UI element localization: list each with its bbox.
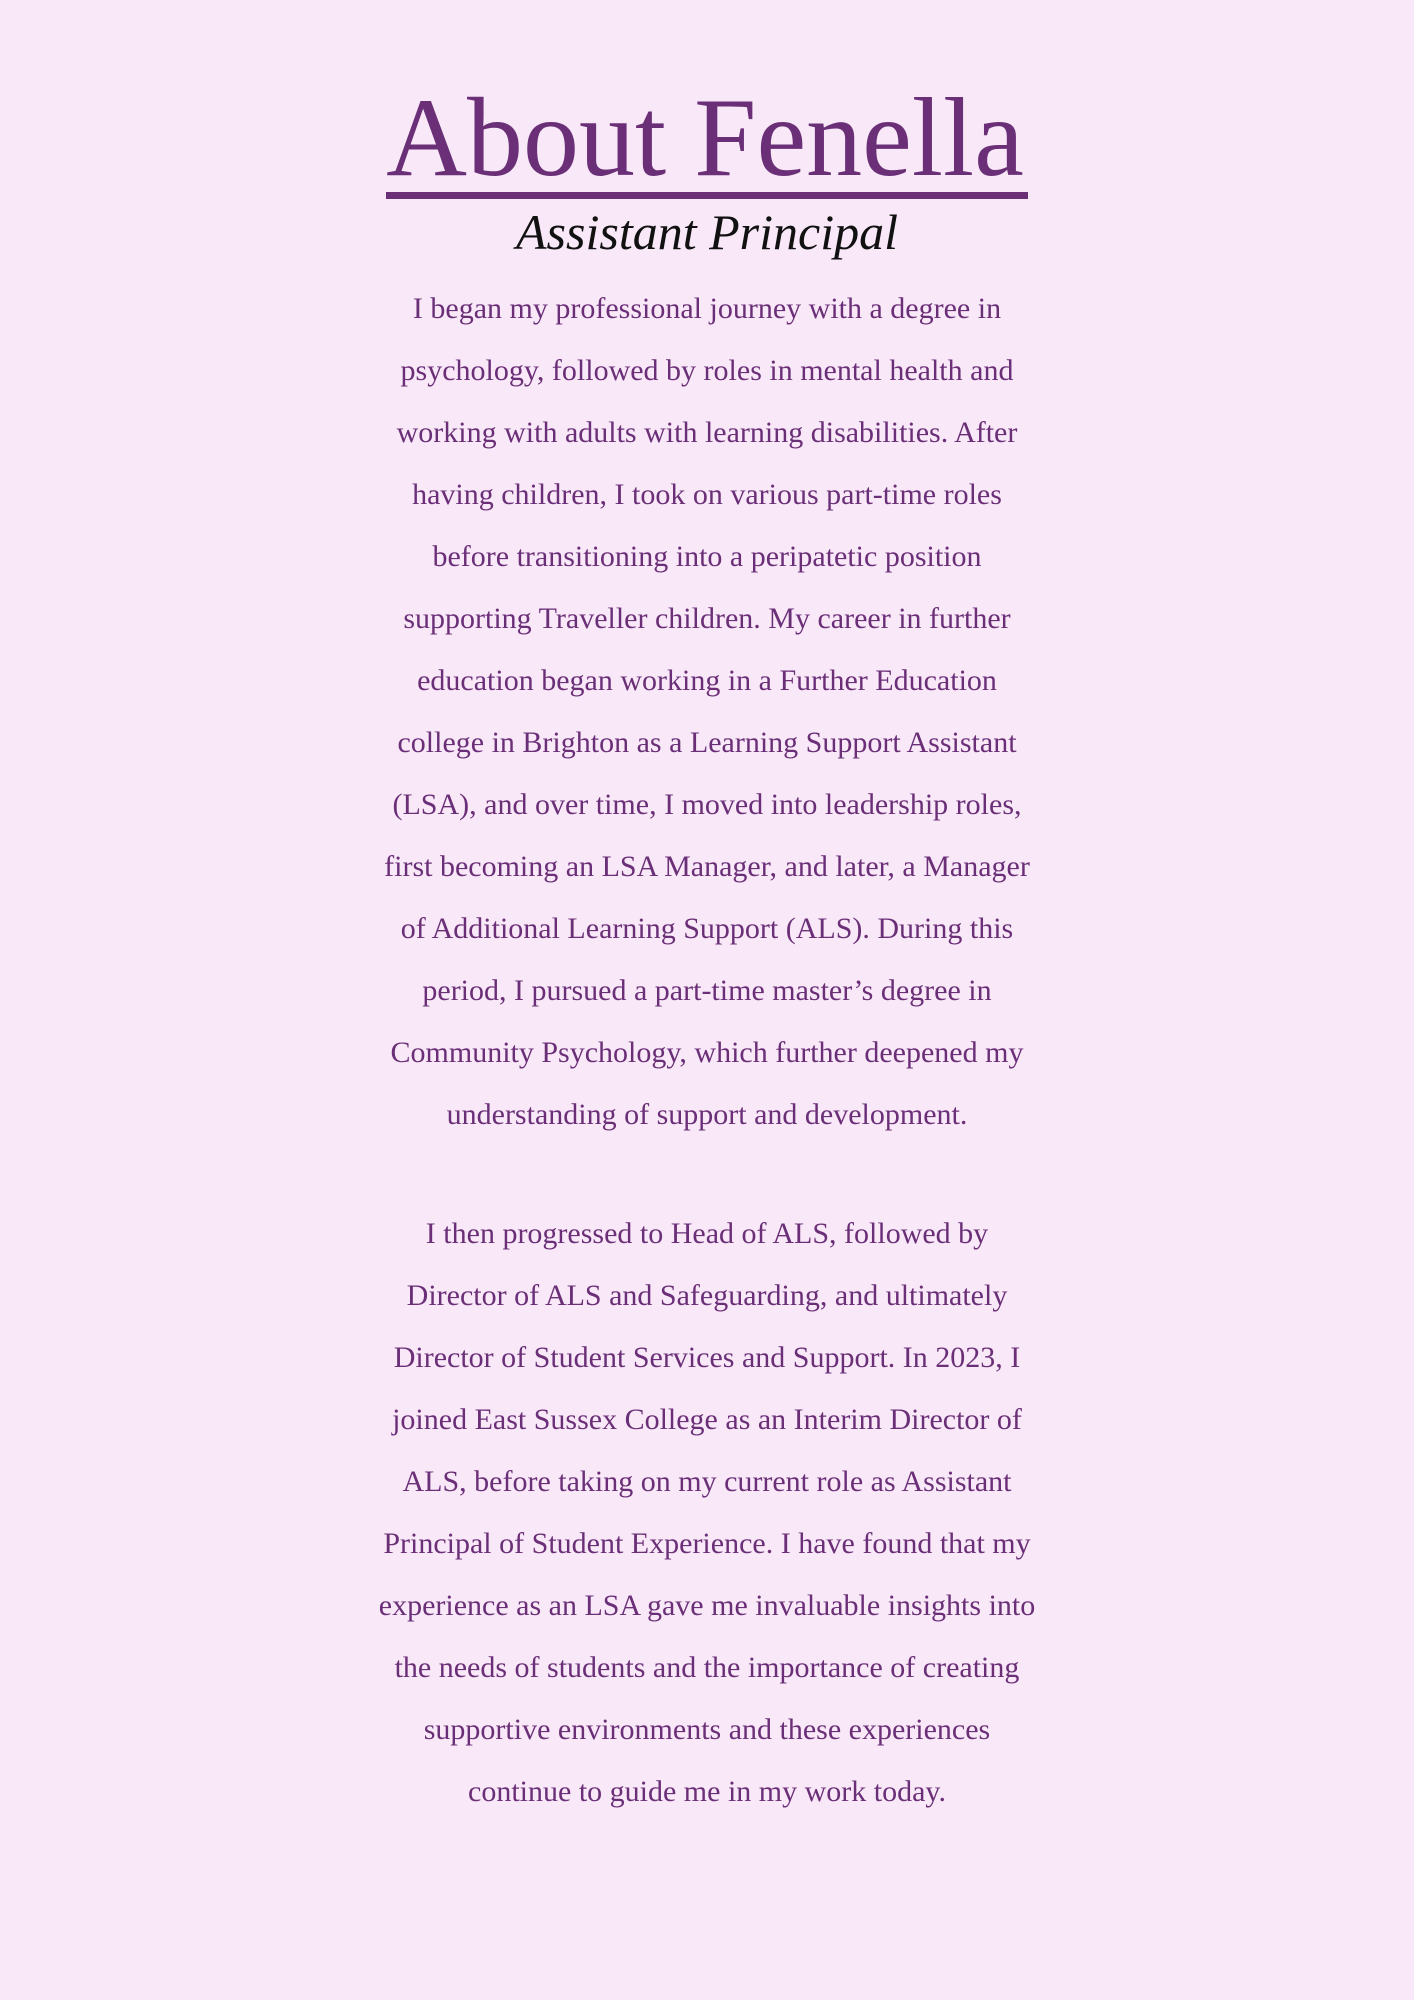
paragraph-line: understanding of support and development. (446, 1098, 968, 1131)
paragraph-line: I began my professional journey with a degree in (412, 292, 1002, 325)
biography-paragraph-2 (0, 1203, 1414, 1823)
job-title-subtitle: Assistant Principal (516, 204, 898, 260)
paragraph-line: psychology, followed by roles in mental health and (400, 354, 1014, 387)
paragraph-line: joined East Sussex College as an Interim Director of (392, 1403, 1022, 1436)
biography-paragraph-1 (0, 278, 1414, 1146)
page-title (0, 78, 1414, 199)
paragraph-line: period, I pursued a part-time master’s degree in (422, 974, 992, 1007)
paragraph-line: Director of Student Services and Support. In 2023, I (393, 1341, 1021, 1374)
paragraph-line: Community Psychology, which further deepened my (390, 1036, 1024, 1069)
page-title-text: About Fenella (386, 84, 1028, 199)
paragraph-line: having children, I took on various part-time roles (412, 478, 1002, 511)
paragraph-line: of Additional Learning Support (ALS). During this (400, 912, 1014, 945)
paragraph-line: supportive environments and these experiences (423, 1713, 991, 1746)
paragraph-line: before transitioning into a peripatetic position (432, 540, 982, 573)
paragraph-line: education began working in a Further Education (417, 664, 997, 697)
paragraph-line: continue to guide me in my work today. (468, 1775, 946, 1808)
paragraph-line: college in Brighton as a Learning Support Assistant (397, 726, 1017, 759)
paragraph-line: experience as an LSA gave me invaluable insights into (378, 1589, 1036, 1622)
paragraph-line: Principal of Student Experience. I have found that my (383, 1527, 1031, 1560)
paragraph-line: ALS, before taking on my current role as Assistant (402, 1465, 1012, 1498)
paragraph-line: supporting Traveller children. My career in further (403, 602, 1011, 635)
paragraph-line: Director of ALS and Safeguarding, and ultimately (406, 1279, 1008, 1312)
paragraph-line: working with adults with learning disabilities. After (396, 416, 1018, 449)
paragraph-line: (LSA), and over time, I moved into leadership roles, (392, 788, 1022, 821)
paragraph-line: first becoming an LSA Manager, and later, a Manager (384, 850, 1030, 883)
paragraph-line: I then progressed to Head of ALS, followed by (425, 1217, 989, 1250)
paragraph-line: the needs of students and the importance of creating (394, 1651, 1020, 1684)
